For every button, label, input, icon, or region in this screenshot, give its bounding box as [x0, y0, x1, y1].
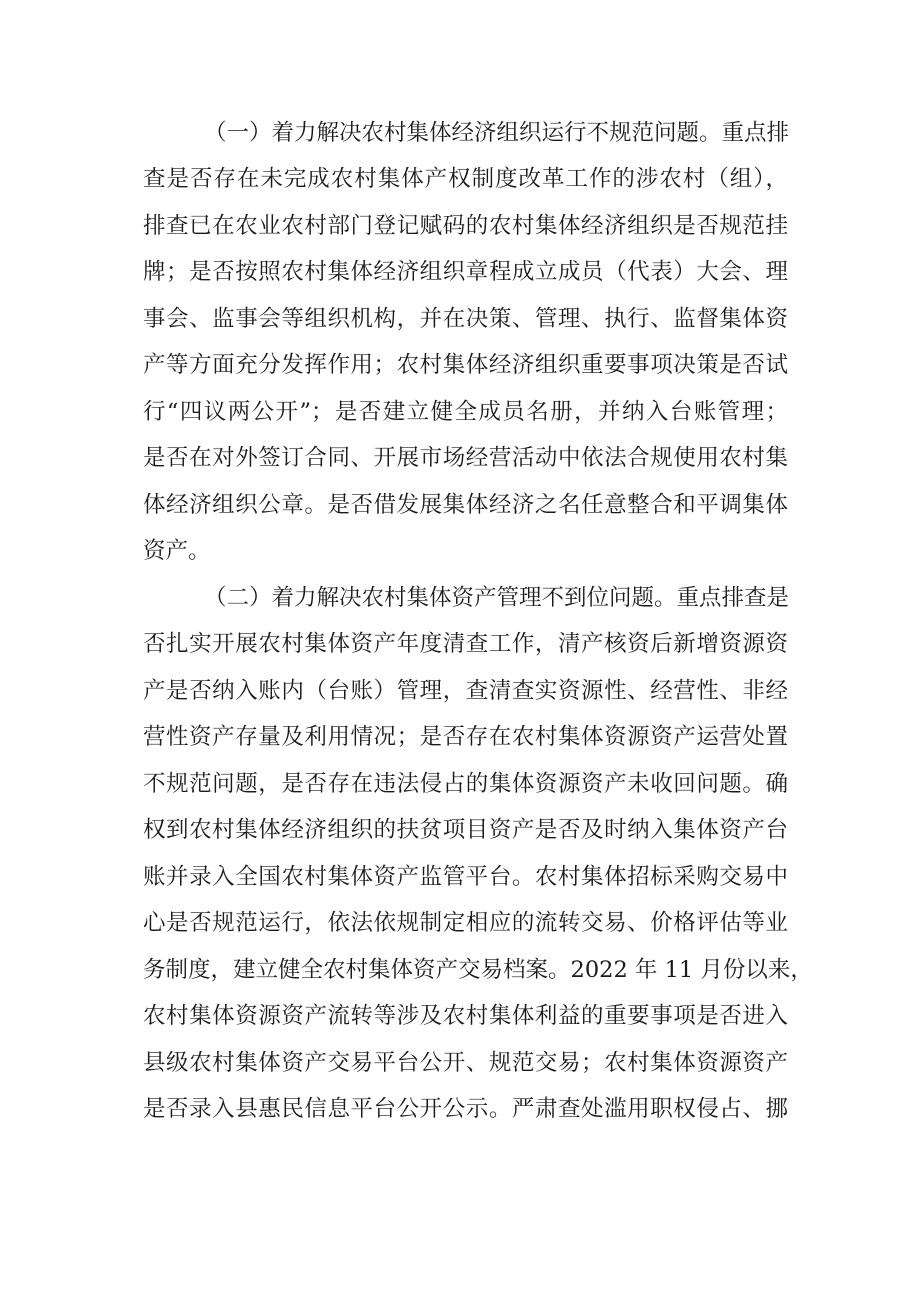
text-line: 产是否纳入账内（台账）管理，查清查实资源性、经营性、非经 [143, 678, 788, 704]
text-line: 是否录入县惠民信息平台公开公示。严肃查处滥用职权侵占、挪 [143, 1096, 788, 1122]
text-line: 县级农村集体资产交易平台公开、规范交易；农村集体资源资产 [143, 1050, 788, 1076]
text-line: 否扎实开展农村集体资产年度清查工作，清产核资后新增资源资 [143, 631, 788, 657]
text-line: 产等方面充分发挥作用；农村集体经济组织重要事项决策是否试 [143, 352, 788, 378]
text-line: 是否在对外签订合同、开展市场经营活动中依法合规使用农村集 [143, 445, 788, 471]
text-line: 行“四议两公开”；是否建立健全成员名册，并纳入台账管理； [143, 399, 788, 425]
text-line: （一）着力解决农村集体经济组织运行不规范问题。重点排 [204, 120, 790, 146]
text-line: 营性资产存量及利用情况；是否存在农村集体资源资产运营处置 [143, 724, 788, 750]
text-line: 牌；是否按照农村集体经济组织章程成立成员（代表）大会、理 [143, 259, 788, 285]
text-line: 心是否规范运行，依法依规制定相应的流转交易、价格评估等业 [143, 910, 788, 936]
text-line: 排查已在农业农村部门登记赋码的农村集体经济组织是否规范挂 [143, 213, 788, 239]
text-line: 查是否存在未完成农村集体产权制度改革工作的涉农村（组）， [143, 166, 788, 192]
text-line: 体经济组织公章。是否借发展集体经济之名任意整合和平调集体 [143, 492, 788, 518]
text-line-last: 资产。 [143, 538, 211, 564]
text-line: 账并录入全国农村集体资产监管平台。农村集体招标采购交易中 [143, 864, 788, 890]
text-line: 事会、监事会等组织机构，并在决策、管理、执行、监督集体资 [143, 306, 788, 332]
text-line: 农村集体资源资产流转等涉及农村集体利益的重要事项是否进入 [143, 1003, 788, 1029]
text-line: （二）着力解决农村集体资产管理不到位问题。重点排查是 [204, 585, 790, 611]
text-line: 权到农村集体经济组织的扶贫项目资产是否及时纳入集体资产台 [143, 817, 788, 843]
text-line: 不规范问题，是否存在违法侵占的集体资源资产未收回问题。确 [143, 771, 788, 797]
text-line: 务制度，建立健全农村集体资产交易档案。2022 年 11 月份以来， [143, 957, 813, 983]
